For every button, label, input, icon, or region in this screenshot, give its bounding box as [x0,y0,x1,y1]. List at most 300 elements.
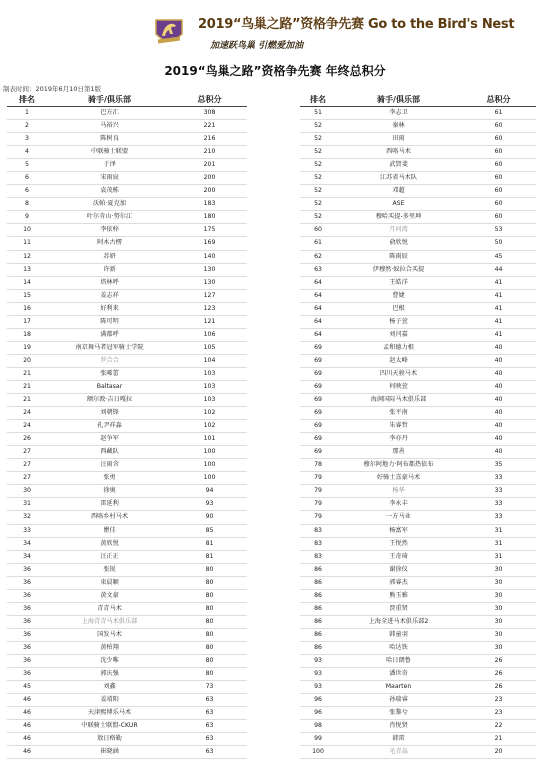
cell-rider-club: 叶尔肯山·努尔江 [47,211,172,224]
cell-rank: 86 [300,641,336,654]
cell-rank: 6 [7,185,47,198]
cell-rider-club: 韩雷 [336,733,461,746]
table-row [300,602,536,615]
cell-rider-club: 李亦丹 [336,433,461,446]
cell-rank: 19 [7,341,47,354]
cell-rank: 79 [300,472,336,485]
cell-rank: 36 [7,589,47,602]
table-row [7,185,247,198]
table-row [7,120,247,133]
table-row [300,511,536,524]
cell-rider-club: 汪正正 [47,550,172,563]
table-row [300,550,536,563]
table-header-row [300,93,536,107]
table-row [7,394,247,407]
cell-rank: 52 [300,133,336,146]
cell-rider-club: 江苏省马术队 [336,172,461,185]
cell-rank: 64 [300,315,336,328]
event-slogan: 加速跃鸟巢 引燃爱加油 [210,41,304,51]
cell-rank: 46 [7,720,47,733]
cell-rider-club: 刘闫嘉 [336,328,461,341]
cell-points: 101 [172,433,247,446]
cell-rank: 36 [7,602,47,615]
cell-rider-club: 一方马业 [336,511,461,524]
cell-points: 30 [461,615,536,628]
cell-rider-club: 西咯乡村马术 [47,511,172,524]
table-row [300,407,536,420]
cell-rider-club: 雷延利 [47,498,172,511]
table-row [300,498,536,511]
cell-rider-club: 瞿佳 [47,524,172,537]
table-row [300,694,536,707]
cell-rider-club: 额尔敦·吉日嘎拉 [47,394,172,407]
cell-rider-club: 好利来 [47,302,172,315]
table-row [300,120,536,133]
cell-rider-club: 邓超 [336,185,461,198]
cell-rank: 79 [300,498,336,511]
table-row [300,576,536,589]
cell-rider-club: 四川天骏马术 [336,367,461,380]
cell-rider-club: 王奇琦 [336,550,461,563]
cell-points: 26 [461,654,536,667]
table-row [300,224,536,237]
table-row [300,198,536,211]
cell-points: 80 [172,641,247,654]
table-row [7,720,247,733]
cell-points: 33 [461,472,536,485]
cell-rank: 16 [7,302,47,315]
cell-rank: 83 [300,524,336,537]
cell-rider-club: 阿木古楞 [47,237,172,250]
cell-rider-club: 黄柏翔 [47,641,172,654]
cell-rank: 2 [7,120,47,133]
cell-rider-club: 黄欣悦 [47,537,172,550]
cell-rider-club: 姜靖阳 [47,694,172,707]
cell-rank: 78 [300,459,336,472]
cell-rank: 14 [7,276,47,289]
cell-rider-club: 苏妍 [47,250,172,263]
cell-rider-club: 贾重贤 [336,602,461,615]
cell-points: 73 [172,681,247,694]
cell-points: 35 [461,459,536,472]
cell-rank: 69 [300,407,336,420]
cell-rider-club: 袁茂栋 [47,185,172,198]
table-row [300,720,536,733]
table-row [7,407,247,420]
cell-points: 216 [172,133,247,146]
cell-rank: 8 [7,198,47,211]
cell-rank: 86 [300,563,336,576]
cell-rider-club: 那善 [336,446,461,459]
cell-points: 40 [461,367,536,380]
cell-rider-club: 青青马术 [47,602,172,615]
table-row [300,341,536,354]
cell-rider-club: 陈雨辰 [336,250,461,263]
cell-points: 23 [461,707,536,720]
table-row [7,537,247,550]
cell-points: 63 [172,746,247,759]
table-row [7,472,247,485]
cell-rank: 64 [300,289,336,302]
cell-rider-club: 黄文豪 [47,589,172,602]
table-row [7,354,247,367]
cell-rank: 79 [300,511,336,524]
cell-points: 100 [172,459,247,472]
cell-rank: 36 [7,641,47,654]
cell-points: 31 [461,537,536,550]
cell-points: 80 [172,576,247,589]
cell-points: 40 [461,446,536,459]
cell-rider-club: 中联骑士联盟-CKUR [47,720,172,733]
cell-points: 94 [172,485,247,498]
cell-rank: 27 [7,472,47,485]
cell-rider-club: 秦林 [336,120,461,133]
cell-points: 63 [172,694,247,707]
ranking-table-right [300,93,536,759]
cell-rider-club: 沃帕·夏克加 [47,198,172,211]
cell-rank: 52 [300,185,336,198]
table-row [7,707,247,720]
cell-rider-club: 张黎兮 [336,707,461,720]
cell-rider-club: 田雨 [336,133,461,146]
cell-points: 80 [172,628,247,641]
table-row [7,341,247,354]
page-header [0,0,550,58]
cell-rider-club: 上海青青马术俱乐部 [47,615,172,628]
cell-points: 26 [461,668,536,681]
cell-points: 80 [172,589,247,602]
cell-rider-club: 李永丰 [336,498,461,511]
table-row [300,237,536,250]
cell-rank: 32 [7,511,47,524]
cell-rank: 52 [300,211,336,224]
cell-rank: 10 [7,224,47,237]
cell-rider-club: 宋雨宸 [47,172,172,185]
table-row [7,107,247,120]
cell-rider-club: 月河湾 [336,224,461,237]
cell-points: 140 [172,250,247,263]
cell-rank: 86 [300,602,336,615]
cell-rank: 52 [300,198,336,211]
cell-rank: 100 [300,746,336,759]
table-row [7,211,247,224]
table-row [300,668,536,681]
cell-rider-club: 张平南 [336,407,461,420]
cell-points: 63 [172,707,247,720]
cell-points: 31 [461,550,536,563]
cell-rider-club: 杨富军 [336,524,461,537]
table-row [300,394,536,407]
cell-rank: 21 [7,380,47,393]
cell-rank: 64 [300,328,336,341]
table-row [300,159,536,172]
cell-rank: 18 [7,328,47,341]
cell-rider-club: 满都呼 [47,328,172,341]
cell-rider-club: 西咯马术 [336,146,461,159]
cell-rank: 26 [7,433,47,446]
cell-rank: 86 [300,628,336,641]
cell-points: 26 [461,681,536,694]
table-row [300,289,536,302]
cell-points: 44 [461,263,536,276]
cell-rider-club: 刘朝锋 [47,407,172,420]
cell-points: 80 [172,563,247,576]
table-row [7,172,247,185]
cell-points: 80 [172,615,247,628]
page-title: 2019“鸟巢之路”资格争先赛 年终总积分 [164,64,386,78]
table-row [300,133,536,146]
cell-rider-club: 海润国际马术俱乐部 [336,394,461,407]
header-rider-club: 骑手/俱乐部 [47,93,172,107]
table-row [7,524,247,537]
cell-points: 169 [172,237,247,250]
cell-points: 200 [172,172,247,185]
table-row [7,302,247,315]
cell-rank: 36 [7,615,47,628]
cell-rank: 52 [300,146,336,159]
cell-points: 123 [172,302,247,315]
header-points: 总积分 [172,93,247,107]
table-row [300,302,536,315]
cell-rank: 69 [300,420,336,433]
cell-points: 53 [461,224,536,237]
cell-points: 121 [172,315,247,328]
cell-rider-club: 熊玉雅 [336,589,461,602]
cell-points: 200 [172,185,247,198]
cell-points: 60 [461,159,536,172]
cell-rank: 93 [300,654,336,667]
cell-points: 130 [172,276,247,289]
cell-rider-club: 朱睿哲 [336,420,461,433]
cell-points: 40 [461,380,536,393]
cell-points: 93 [172,498,247,511]
table-row [300,146,536,159]
cell-rank: 69 [300,367,336,380]
cell-points: 103 [172,367,247,380]
table-date-line: 制表时间：2019年6月10日第1版 [3,85,102,93]
table-row [7,498,247,511]
cell-points: 85 [172,524,247,537]
cell-rank: 69 [300,354,336,367]
cell-rank: 52 [300,172,336,185]
table-row [7,276,247,289]
cell-rider-club: 孔尹祥淼 [47,420,172,433]
table-row [300,628,536,641]
cell-rider-club: 汪雨含 [47,459,172,472]
table-row [300,367,536,380]
cell-rank: 98 [300,720,336,733]
table-row [7,694,247,707]
cell-points: 63 [172,720,247,733]
table-row [7,563,247,576]
cell-rank: 36 [7,628,47,641]
cell-rider-club: 沈少唯 [47,654,172,667]
cell-rank: 36 [7,654,47,667]
table-row [7,641,247,654]
table-row [300,746,536,759]
cell-points: 60 [461,120,536,133]
table-row [7,250,247,263]
cell-rank: 69 [300,433,336,446]
cell-points: 40 [461,433,536,446]
cell-rider-club: 李依梓 [47,224,172,237]
cell-points: 100 [172,472,247,485]
cell-points: 41 [461,289,536,302]
cell-points: 40 [461,341,536,354]
cell-rank: 27 [7,459,47,472]
cell-points: 100 [172,446,247,459]
cell-rank: 11 [7,237,47,250]
cell-rider-club: 姜志祥 [47,289,172,302]
table-row [300,472,536,485]
cell-rider-club: 马裕兴 [47,120,172,133]
table-row [7,602,247,615]
cell-rank: 3 [7,133,47,146]
cell-points: 40 [461,407,536,420]
table-row [300,107,536,120]
cell-points: 30 [461,641,536,654]
cell-rank: 33 [7,524,47,537]
table-row [7,589,247,602]
table-row [7,459,247,472]
cell-points: 21 [461,733,536,746]
cell-rider-club: 穆尔阿地力·阿布都热依布 [336,459,461,472]
cell-rider-club: 敖日格勒 [47,733,172,746]
table-row [7,367,247,380]
cell-points: 102 [172,407,247,420]
table-row [7,420,247,433]
table-row [7,289,247,302]
cell-rank: 69 [300,446,336,459]
cell-points: 308 [172,107,247,120]
table-row [7,615,247,628]
cell-points: 103 [172,380,247,393]
cell-points: 30 [461,576,536,589]
cell-rider-club: 孟和德力根 [336,341,461,354]
table-row [7,746,247,759]
cell-rider-club: 穆哈买提-多里坤 [336,211,461,224]
cell-points: 41 [461,302,536,315]
table-row [300,681,536,694]
table-row [7,315,247,328]
cell-rank: 20 [7,354,47,367]
cell-rank: 86 [300,615,336,628]
cell-rank: 86 [300,589,336,602]
cell-points: 81 [172,550,247,563]
cell-rider-club: 陈树良 [47,133,172,146]
table-row [7,159,247,172]
cell-rider-club: 哈日朗鲁 [336,654,461,667]
table-row [300,315,536,328]
table-row [300,459,536,472]
cell-rider-club: 天津熙博乐马术 [47,707,172,720]
cell-rank: 6 [7,172,47,185]
cell-points: 104 [172,354,247,367]
table-row [7,198,247,211]
cell-rank: 62 [300,250,336,263]
cell-rank: 69 [300,341,336,354]
cell-points: 60 [461,172,536,185]
cell-rank: 34 [7,537,47,550]
header-rank: 排名 [300,93,336,107]
cell-points: 50 [461,237,536,250]
cell-rider-club: ASE [336,198,461,211]
cell-points: 40 [461,394,536,407]
table-row [7,446,247,459]
cell-rank: 34 [7,550,47,563]
cell-rank: 36 [7,576,47,589]
table-row [7,237,247,250]
table-row [7,433,247,446]
cell-rank: 61 [300,237,336,250]
cell-rank: 21 [7,367,47,380]
cell-points: 30 [461,628,536,641]
table-row [300,654,536,667]
cell-rider-club: 曹婕 [336,289,461,302]
cell-rank: 52 [300,120,336,133]
cell-rider-club: 李志卫 [336,107,461,120]
table-row [300,615,536,628]
cell-rider-club: 刘鑫 [47,681,172,694]
cell-rank: 21 [7,394,47,407]
cell-points: 41 [461,315,536,328]
cell-rank: 30 [7,485,47,498]
cell-rank: 45 [7,681,47,694]
table-row [300,380,536,393]
cell-rank: 51 [300,107,336,120]
cell-rank: 79 [300,485,336,498]
cell-rank: 36 [7,668,47,681]
cell-rider-club: 巴方汇 [47,107,172,120]
cell-rider-club: 陈可明 [47,315,172,328]
cell-rank: 24 [7,420,47,433]
table-row [300,589,536,602]
cell-rider-club: 于泽 [47,159,172,172]
cell-rank: 13 [7,263,47,276]
cell-points: 80 [172,668,247,681]
table-row [7,733,247,746]
cell-rider-club: 谢徐仪 [336,563,461,576]
cell-rank: 63 [300,263,336,276]
table-row [7,263,247,276]
table-header-row [7,93,247,107]
cell-rank: 24 [7,407,47,420]
cell-rank: 36 [7,563,47,576]
cell-rider-club: 崔晓涵 [47,746,172,759]
cell-rider-club: 张勇 [47,472,172,485]
table-row [7,133,247,146]
cell-rider-club: 伊穆然·奴拉合买提 [336,263,461,276]
cell-rider-club: 孙瑞睿 [336,694,461,707]
cell-rank: 9 [7,211,47,224]
cell-rider-club: 杨子萱 [336,315,461,328]
cell-points: 63 [172,733,247,746]
cell-points: 80 [172,654,247,667]
table-row [7,511,247,524]
cell-rank: 60 [300,224,336,237]
table-row [300,172,536,185]
cell-points: 22 [461,720,536,733]
cell-points: 30 [461,602,536,615]
cell-rank: 52 [300,159,336,172]
cell-points: 41 [461,276,536,289]
header-points: 总积分 [461,93,536,107]
cell-rider-club: 毛青晶 [336,746,461,759]
cell-points: 31 [461,524,536,537]
cell-points: 33 [461,485,536,498]
table-row [300,211,536,224]
cell-rider-club: 赵争军 [47,433,172,446]
